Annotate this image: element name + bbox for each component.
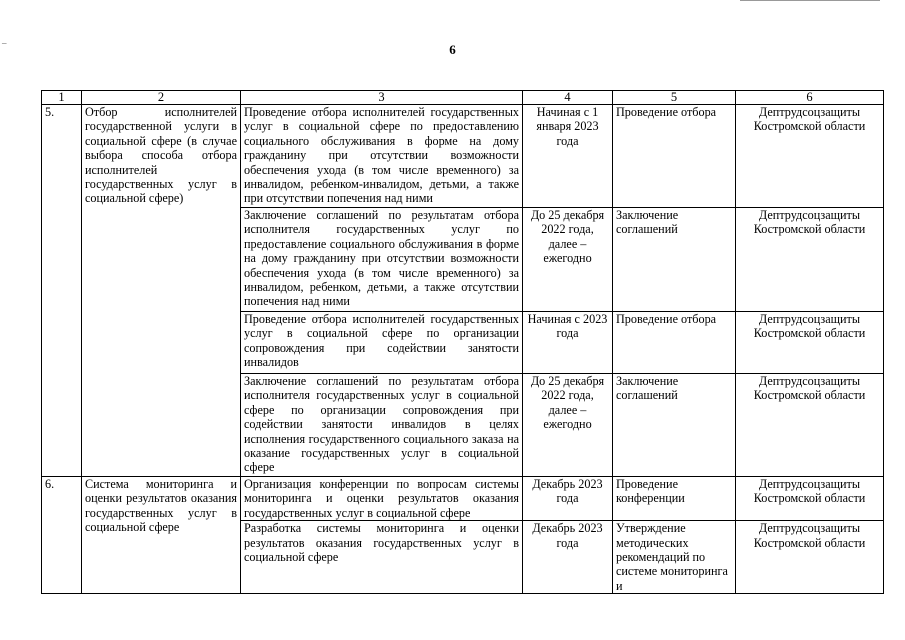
column-header-1: 1 bbox=[42, 91, 82, 105]
item-number: 6. bbox=[42, 477, 82, 594]
action-text: Организация конференции по вопросам системы мониторинга и оценки результатов оказания государственных услуг в социальной сфере bbox=[241, 477, 523, 521]
action-text: Проведение отбора исполнителей государственных услуг в социальной сфере по предоставлению социального обслуживания в форме на дому гражданину при отсутствии возможности обеспечения ухода (в том числе временного) за инвалидом, ребенком-инвалидом, детьми, а также при отсутствии попечения над ними bbox=[241, 105, 523, 208]
result: Проведение отбора bbox=[613, 312, 736, 374]
result: Утверждение методических рекомендаций по системе мониторинга и bbox=[613, 521, 736, 594]
deadline: Декабрь 2023 года bbox=[523, 477, 613, 521]
responsible: Дептрудсоцзащиты Костромской области bbox=[736, 521, 884, 594]
responsible: Дептрудсоцзащиты Костромской области bbox=[736, 208, 884, 312]
action-text: Проведение отбора исполнителей государственных услуг в социальной сфере по организации сопровождения при содействии занятости инвалидов bbox=[241, 312, 523, 374]
column-header-2: 2 bbox=[82, 91, 241, 105]
responsible: Дептрудсоцзащиты Костромской области bbox=[736, 312, 884, 374]
deadline: Начиная с 1 января 2023 года bbox=[523, 105, 613, 208]
table-row bbox=[42, 105, 884, 208]
result: Заключение соглашений bbox=[613, 208, 736, 312]
action-text: Заключение соглашений по результатам отбора исполнителя государственных услуг по предоставление социального обслуживания в форме на дому гражданину при отсутствии возможности обеспечения ухода (в том числе временного) за инвалидом, ребенком, детьми, а также отсутствии попечения над ними bbox=[241, 208, 523, 312]
result: Проведение отбора bbox=[613, 105, 736, 208]
deadline: Декабрь 2023 года bbox=[523, 521, 613, 594]
action-text: Разработка системы мониторинга и оценки результатов оказания государственных услуг в социальной сфере bbox=[241, 521, 523, 594]
column-header-4: 4 bbox=[523, 91, 613, 105]
table-row bbox=[42, 477, 884, 521]
item-number: 5. bbox=[42, 105, 82, 477]
column-header-6: 6 bbox=[736, 91, 884, 105]
deadline: До 25 декабря 2022 года, далее – ежегодно bbox=[523, 374, 613, 477]
action-text: Заключение соглашений по результатам отбора исполнителя государственных услуг в социальной сфере по организации сопровождения при содействии занятости инвалидов в целях исполнения государственного социального заказа на оказание государственных услуг в социальной сфере bbox=[241, 374, 523, 477]
column-header-5: 5 bbox=[613, 91, 736, 105]
action-plan-table bbox=[41, 90, 884, 594]
responsible: Дептрудсоцзащиты Костромской области bbox=[736, 105, 884, 208]
deadline: До 25 декабря 2022 года, далее – ежегодно bbox=[523, 208, 613, 312]
page-number: 6 bbox=[449, 42, 456, 57]
responsible: Дептрудсоцзащиты Костромской области bbox=[736, 374, 884, 477]
result: Заключение соглашений bbox=[613, 374, 736, 477]
item-name: Система мониторинга и оценки результатов оказания государственных услуг в социальной сфере bbox=[82, 477, 241, 594]
responsible: Дептрудсоцзащиты Костромской области bbox=[736, 477, 884, 521]
scan-edge-line bbox=[740, 0, 880, 1]
column-number-row bbox=[42, 91, 884, 105]
deadline: Начиная с 2023 года bbox=[523, 312, 613, 374]
column-header-3: 3 bbox=[241, 91, 523, 105]
scan-edge-mark: – bbox=[2, 38, 7, 48]
item-name: Отбор исполнителей государственной услуги в социальной сфере (в случае выбора способа отбора исполнителей государственных услуг в социальной сфере) bbox=[82, 105, 241, 477]
result: Проведение конференции bbox=[613, 477, 736, 521]
